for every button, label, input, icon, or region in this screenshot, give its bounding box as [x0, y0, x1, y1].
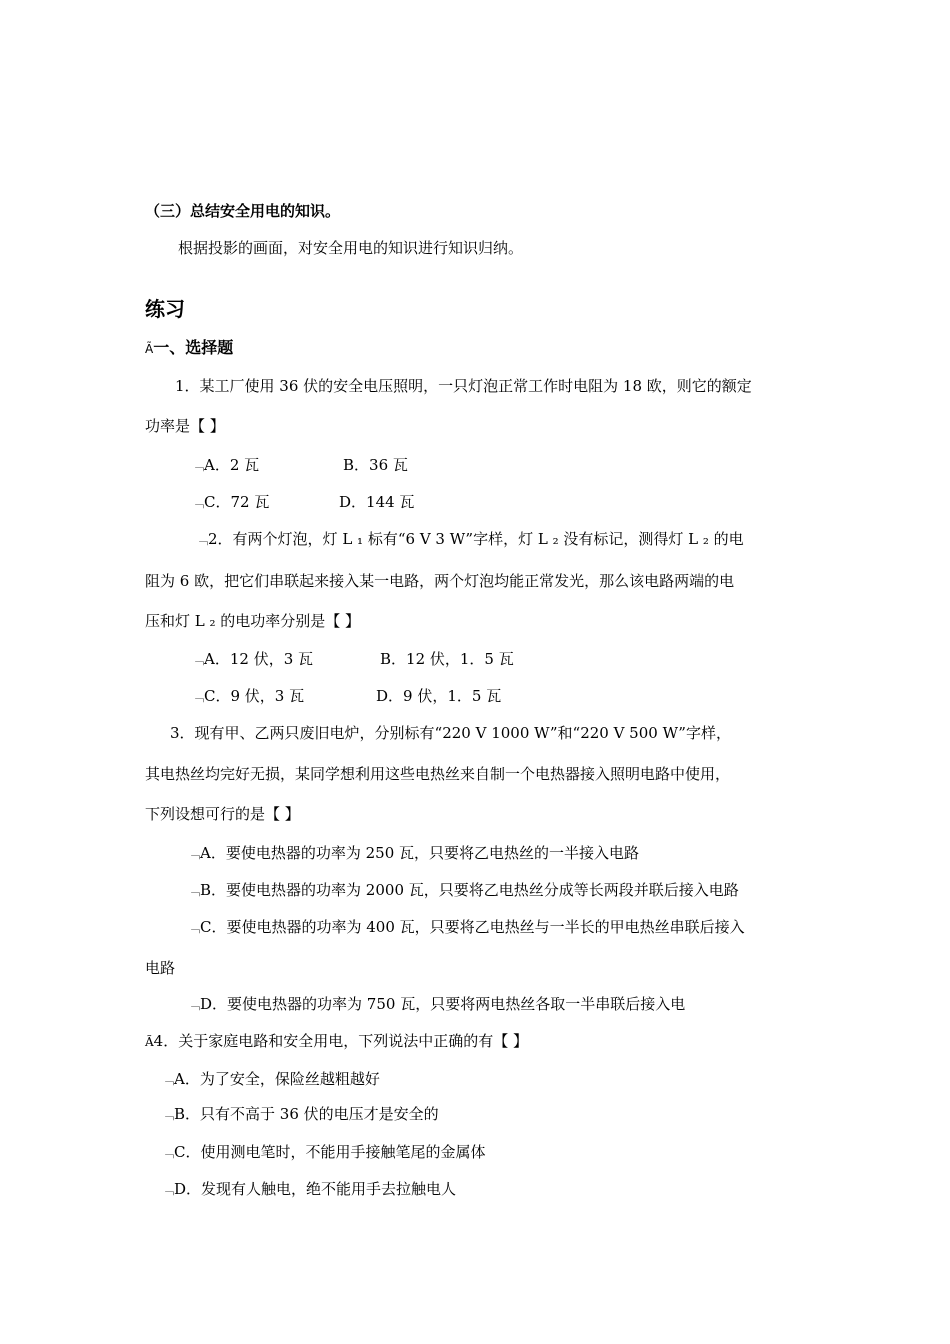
section-heading: （三）总结安全用电的知识。 [145, 202, 341, 220]
q3-option-a [188, 843, 639, 864]
q2-option-c-text: C．9 伏，3 瓦 [204, 687, 305, 705]
q4-option-b-text: B．只有不高于 36 伏的电压才是安全的 [174, 1105, 439, 1123]
q3-option-a-text: A．要使电热器的功率为 250 瓦，只要将乙电热丝的一半接入电路 [200, 844, 640, 862]
q3-option-b [188, 880, 739, 901]
q2-option-c [192, 686, 304, 707]
option-mark-icon: ﹁ [162, 1108, 175, 1122]
option-mark-icon: ﹁ [188, 847, 201, 861]
q4-option-b [162, 1104, 439, 1125]
q3-option-c [188, 917, 745, 938]
q1-option-d: D．144 瓦 [339, 493, 415, 511]
question-1-line-1: 1．某工厂使用 36 伏的安全电压照明，一只灯泡正常工作时电阻为 18 欧，则它的额定 [175, 377, 752, 395]
stray-glyph: Ã [145, 1035, 154, 1049]
question-4-line-1 [145, 1031, 528, 1052]
question-1-line-2: 功率是【 】 [145, 417, 225, 435]
option-mark-icon: ﹁ [192, 653, 205, 667]
question-2-line-3: 压和灯 L ₂ 的电功率分别是【 】 [145, 612, 361, 630]
question-3-line-1: 3．现有甲、乙两只废旧电炉，分别标有“220 V 1000 W”和“220 V 500 W”字样， [170, 724, 731, 742]
question-3-line-2: 其电热丝均完好无损，某同学想利用这些电热丝来自制一个电热器接入照明电路中使用， [145, 765, 731, 783]
option-mark-icon: ﹁ [192, 690, 205, 704]
q4-option-d-text: D．发现有人触电，绝不能用手去拉触电人 [174, 1180, 457, 1198]
q2-option-a-text: A．12 伏，3 瓦 [204, 650, 314, 668]
question-2-line-1 [196, 529, 744, 550]
stray-glyph: Ã [145, 342, 154, 356]
q1-option-b: B．36 瓦 [343, 456, 408, 474]
q3-option-d [188, 994, 685, 1015]
q3-option-b-text: B．要使电热器的功率为 2000 瓦，只要将乙电热丝分成等长两段并联后接入电路 [200, 881, 739, 899]
option-mark-icon: ﹁ [188, 921, 201, 935]
q1-option-a-text: A．2 瓦 [204, 456, 260, 474]
q4-option-a-text: A．为了安全，保险丝越粗越好 [174, 1070, 380, 1088]
section-body: 根据投影的画面，对安全用电的知识进行知识归纳。 [178, 239, 524, 257]
q1-option-a [192, 455, 259, 476]
option-mark-icon: ﹁ [188, 998, 201, 1012]
option-mark-icon: ﹁ [196, 533, 209, 547]
exercise-title: 练习 [145, 297, 185, 321]
question-2-line-1-text: 2．有两个灯泡，灯 L ₁ 标有“6 V 3 W”字样，灯 L ₂ 没有标记，测得灯 L ₂ 的电 [208, 530, 744, 548]
option-mark-icon: ﹁ [162, 1073, 175, 1087]
q1-option-c-text: C．72 瓦 [204, 493, 270, 511]
q4-option-d [162, 1179, 456, 1200]
q4-option-c [162, 1142, 486, 1163]
q1-option-c [192, 492, 269, 513]
option-mark-icon: ﹁ [162, 1183, 175, 1197]
q3-option-c-text: C．要使电热器的功率为 400 瓦，只要将乙电热丝与一半长的甲电热丝串联后接入 [200, 918, 745, 936]
question-2-line-2: 阻为 6 欧，把它们串联起来接入某一电路，两个灯泡均能正常发光，那么该电路两端的电 [145, 572, 735, 590]
question-4-line-1-text: 4．关于家庭电路和安全用电，下列说法中正确的有【 】 [153, 1032, 528, 1050]
option-mark-icon: ﹁ [192, 496, 205, 510]
q4-option-c-text: C．使用测电笔时，不能用手接触笔尾的金属体 [174, 1143, 486, 1161]
question-3-line-3: 下列设想可行的是【 】 [145, 805, 300, 823]
q2-option-d: D．9 伏，1．5 瓦 [376, 687, 502, 705]
option-mark-icon: ﹁ [192, 459, 205, 473]
q2-option-a [192, 649, 313, 670]
option-mark-icon: ﹁ [188, 884, 201, 898]
option-mark-icon: ﹁ [162, 1146, 175, 1160]
part-heading-label: 一、选择题 [153, 338, 234, 357]
q3-option-c-continued: 电路 [145, 959, 176, 977]
q3-option-d-text: D．要使电热器的功率为 750 瓦，只要将两电热丝各取一半串联后接入电 [200, 995, 686, 1013]
part-heading [145, 338, 233, 359]
q2-option-b: B．12 伏，1．5 瓦 [380, 650, 514, 668]
q4-option-a [162, 1069, 380, 1090]
